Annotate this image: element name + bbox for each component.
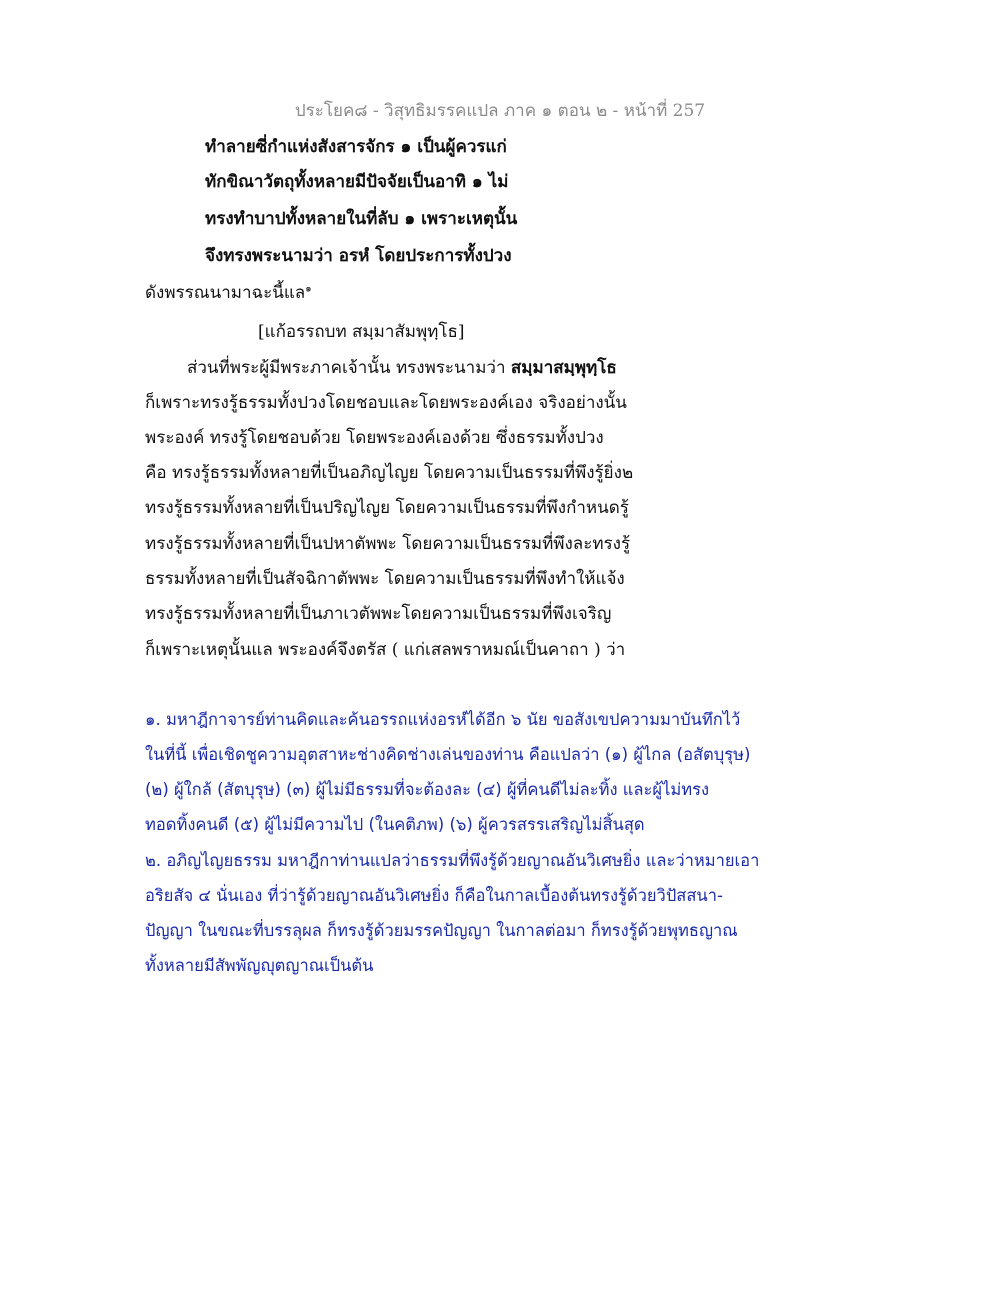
body-line-5: ทรงรู้ธรรมทั้งหลายที่เป็นปหาตัพพะ โดยความเป็นธรรมที่พึงละทรงรู้ (145, 534, 631, 554)
closing-line (145, 279, 312, 306)
page-header: ประโยค๘ - วิสุทธิมรรคแปล ภาค ๑ ตอน ๒ - หน้าที่ 257 (294, 101, 706, 121)
body-line-3: คือ ทรงรู้ธรรมทั้งหลายที่เป็นอภิญไญย โดยความเป็นธรรมที่พึงรู้ยิ่ง๒ (145, 463, 634, 483)
body-line-6: ธรรมทั้งหลายที่เป็นสัจฉิกาตัพพะ โดยความเป็นธรรมที่พึงทำให้แจ้ง (145, 569, 625, 589)
footnote-line-5: ๒. อภิญไญยธรรม มหาฎีกาท่านแปลว่าธรรมที่พึงรู้ด้วยญาณอันวิเศษยิ่ง และว่าหมายเอา (145, 851, 760, 870)
body-line-4: ทรงรู้ธรรมทั้งหลายที่เป็นปริญไญย โดยความเป็นธรรมที่พึงกำหนดรู้ (145, 498, 629, 518)
footnote-line-4: ทอดทิ้งคนดี (๕) ผู้ไม่มีความไป (ในคติภพ) (๖) ผู้ควรสรรเสริญไม่สิ้นสุด (145, 815, 645, 834)
section-title: [แก้อรรถบท สมฺมาสัมพุทฺโธ] (258, 322, 465, 342)
footnote-line-8: ทั้งหลายมีสัพพัญญุตญาณเป็นต้น (145, 956, 374, 975)
body-line-8: ก็เพราะเหตุนั้นแล พระองค์จึงตรัส ( แก่เสลพราหมณ์เป็นคาถา ) ว่า (145, 640, 626, 660)
body-line-7: ทรงรู้ธรรมทั้งหลายที่เป็นภาเวตัพพะโดยความเป็นธรรมที่พึงเจริญ (145, 604, 612, 624)
footnote-line-6: อริยสัจ ๔ นั่นเอง ที่ว่ารู้ด้วยญาณอันวิเศษยิ่ง ก็คือในกาลเบื้องต้นทรงรู้ด้วยวิปัสสนา- (145, 886, 723, 905)
paragraph-start-text: ส่วนที่พระผู้มีพระภาคเจ้านั้น ทรงพระนามว่า (187, 358, 511, 378)
verse-line-3: ทรงทำบาปทั้งหลายในที่ลับ ๑ เพราะเหตุนั้น (205, 209, 518, 229)
verse-line-1: ทำลายซี่กำแห่งสังสารจักร ๑ เป็นผู้ควรแก่ (205, 137, 507, 157)
footnote-line-2: ในที่นี้ เพื่อเชิดชูความอุตสาหะช่างคิดช่างเล่นของท่าน คือแปลว่า (๑) ผู้ไกล (อสัตบุรุษ) (145, 745, 751, 764)
footnote-ref-1: ๑ (305, 283, 312, 295)
verse-line-4: จึงทรงพระนามว่า อรหํ โดยประการทั้งปวง (205, 246, 512, 266)
footnote-line-7: ปัญญา ในขณะที่บรรลุผล ก็ทรงรู้ด้วยมรรคปัญญา ในกาลต่อมา ก็ทรงรู้ด้วยพุทธญาณ (145, 921, 738, 940)
verse-line-2: ทักขิณาวัตถุทั้งหลายมีปัจจัยเป็นอาทิ ๑ ไม่ (205, 172, 509, 192)
footnote-line-1: ๑. มหาฎีกาจารย์ท่านคิดและค้นอรรถแห่งอรหํได้อีก ๖ นัย ขอสังเขปความมาบันทึกไว้ (145, 710, 741, 729)
closing-text: ดังพรรณนามาฉะนี้แล (145, 283, 306, 303)
paragraph-start (187, 354, 617, 381)
body-line-1: ก็เพราะทรงรู้ธรรมทั้งปวงโดยชอบและโดยพระองค์เอง จริงอย่างนั้น (145, 393, 627, 413)
paragraph-bold-term: สมฺมาสมฺพุทฺโธ (510, 358, 617, 378)
footnote-line-3: (๒) ผู้ใกล้ (สัตบุรุษ) (๓) ผู้ไม่มีธรรมที่จะต้องละ (๔) ผู้ที่คนดีไม่ละทิ้ง และผู้ไม่ทรง (145, 780, 710, 799)
body-line-2: พระองค์ ทรงรู้โดยชอบด้วย โดยพระองค์เองด้วย ซึ่งธรรมทั้งปวง (145, 428, 604, 448)
